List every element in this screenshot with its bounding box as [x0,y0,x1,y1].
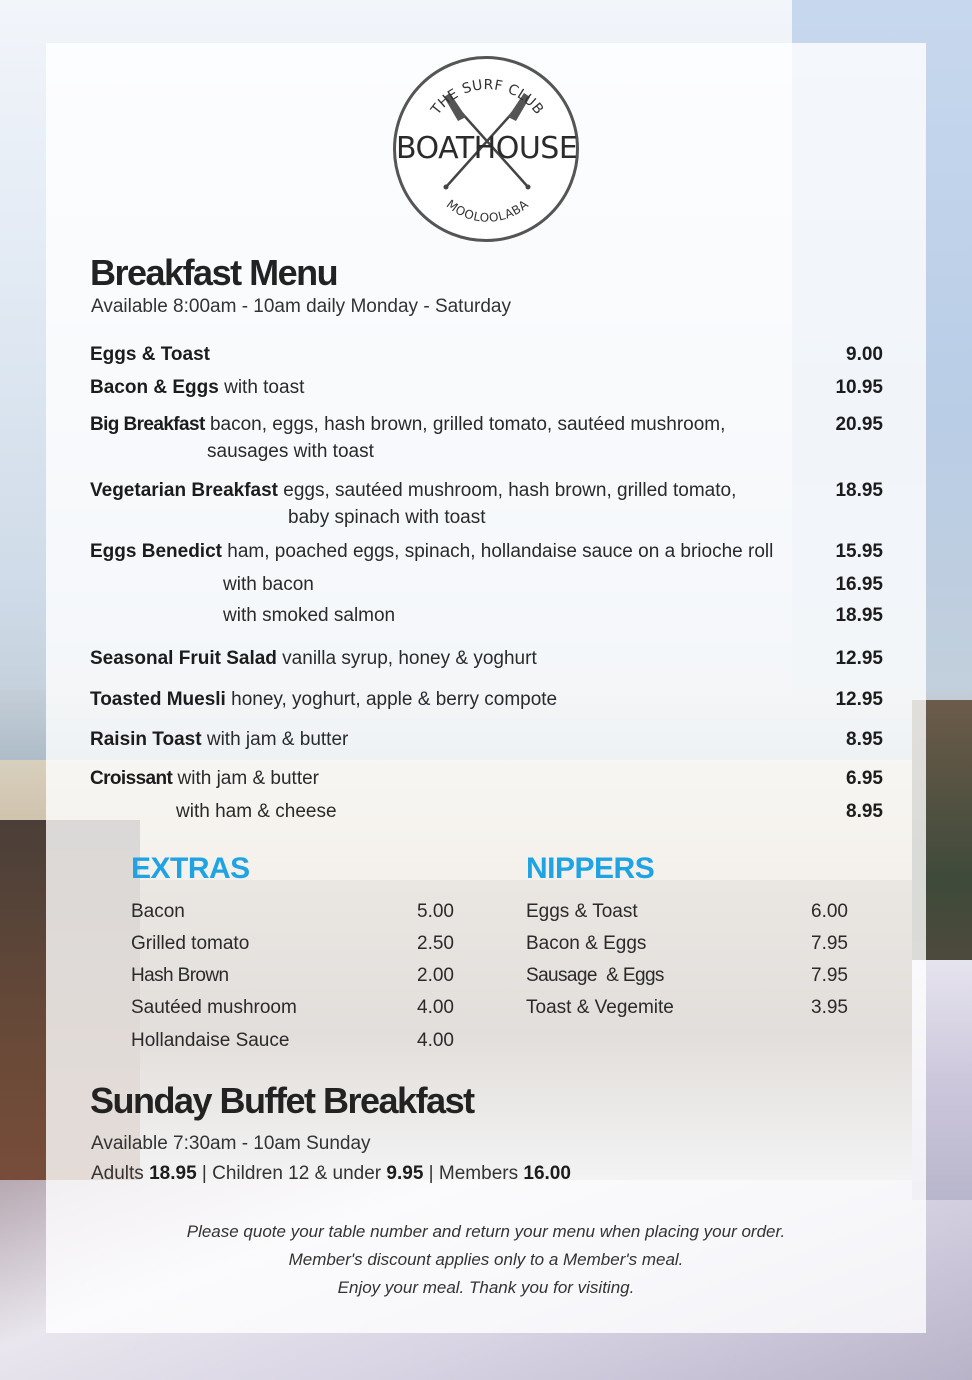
extras-item-price: 4.00 [417,1030,454,1051]
item-description: eggs, sautéed mushroom, hash brown, grilled tomato, [278,480,737,501]
extras-item-price: 5.00 [417,901,454,922]
item-name: Seasonal Fruit Salad [90,648,277,669]
members-price: 16.00 [523,1163,571,1184]
nippers-item-price: 7.95 [811,933,848,954]
extras-item-price: 2.50 [417,933,454,954]
children-label: Children 12 & under [212,1163,387,1184]
item-price: 15.95 [835,541,883,562]
menu-item [90,374,883,401]
variant-label: with smoked salmon [223,605,396,626]
extras-item-name: Hash Brown [131,965,229,986]
price-separator: | [196,1163,213,1184]
note-table-number: Please quote your table number and return your menu when placing your order. [186,1222,786,1241]
extras-item-price: 4.00 [417,997,454,1018]
sunday-buffet-title: Sunday Buffet Breakfast [90,1080,474,1121]
extras-item-price: 2.00 [417,965,454,986]
extras-item-name: Sautéed mushroom [131,997,297,1018]
item-price: 10.95 [835,377,883,398]
sunday-prices [91,1163,571,1185]
menu-item [90,765,883,792]
item-price: 8.95 [846,729,883,750]
item-description: honey, yoghurt, apple & berry compote [225,689,558,710]
item-description: with jam & butter [201,729,349,750]
item-description: vanilla syrup, honey & yoghurt [276,648,537,669]
item-description-cont: sausages with toast [207,441,374,462]
item-price: 20.95 [835,414,883,435]
extras-item-name: Bacon [131,901,185,922]
logo-brand: BOATHOUSE [396,131,578,166]
extras-item [131,996,454,1020]
adults-label: Adults [91,1163,150,1184]
nippers-item [526,996,848,1020]
nippers-heading: NIPPERS [526,852,655,885]
nippers-item [526,900,848,924]
item-description: with toast [218,377,305,398]
item-description: with jam & butter [172,768,320,789]
nippers-item-name: Eggs & Toast [526,901,638,922]
members-label: Members [438,1163,524,1184]
svg-text:THE SURF CLUB: THE SURF CLUB [428,77,547,118]
adults-price: 18.95 [149,1163,197,1184]
nippers-item-price: 7.95 [811,965,848,986]
item-name: Raisin Toast [90,729,202,750]
nippers-item-name: Toast & Vegemite [526,997,674,1018]
item-price: 18.95 [835,480,883,501]
extras-item [131,1029,454,1053]
item-description: bacon, eggs, hash brown, grilled tomato, sautéed mushroom, [204,414,726,435]
item-description-cont: baby spinach with toast [288,507,486,528]
item-name: Bacon & Eggs [90,377,219,398]
item-name: Toasted Muesli [90,689,226,710]
item-price: 9.00 [846,344,883,365]
extras-item [131,932,454,956]
variant-price: 16.95 [835,574,883,595]
svg-text:MOOLOOLABA: MOOLOOLABA [443,196,532,225]
menu-item-variant [90,571,883,598]
nippers-item [526,964,848,988]
item-name: Vegetarian Breakfast [90,480,278,501]
sunday-availability: Available 7:30am - 10am Sunday [91,1133,371,1154]
item-name: Big Breakfast [90,414,205,435]
item-name: Eggs & Toast [90,344,210,365]
extras-heading: EXTRAS [131,852,250,885]
children-price: 9.95 [386,1163,424,1184]
menu-item [90,477,883,531]
menu-item [90,411,883,465]
item-name: Eggs Benedict [90,541,222,562]
nippers-item-price: 3.95 [811,997,848,1018]
item-price: 6.95 [846,768,883,789]
nippers-item-name: Bacon & Eggs [526,933,647,954]
note-thank-you: Enjoy your meal. Thank you for visiting. [337,1278,635,1297]
breakfast-availability: Available 8:00am - 10am daily Monday - Saturday [91,296,511,317]
menu-item [90,341,883,368]
nippers-item-price: 6.00 [811,901,848,922]
menu-item-variant [90,602,883,629]
menu-item [90,686,883,713]
extras-item-name: Grilled tomato [131,933,250,954]
item-price: 12.95 [835,689,883,710]
menu-item [90,726,883,753]
menu-item [90,538,883,565]
extras-item [131,900,454,924]
item-name: Croissant [90,768,173,789]
item-price: 12.95 [835,648,883,669]
variant-label: with bacon [223,574,314,595]
variant-price: 18.95 [835,605,883,626]
extras-item-name: Hollandaise Sauce [131,1030,290,1051]
item-description: ham, poached eggs, spinach, hollandaise sauce on a brioche roll [221,541,774,562]
price-separator: | [423,1163,439,1184]
variant-label: with ham & cheese [176,801,337,822]
nippers-item [526,932,848,956]
extras-item [131,964,454,988]
note-member-discount: Member's discount applies only to a Member's meal. [288,1250,684,1269]
breakfast-menu-title: Breakfast Menu [90,252,338,293]
menu-item [90,645,883,672]
boathouse-logo [393,56,579,242]
nippers-item-name: Sausage & Eggs [526,965,664,986]
menu-item-variant [90,798,883,825]
variant-price: 8.95 [846,801,883,822]
